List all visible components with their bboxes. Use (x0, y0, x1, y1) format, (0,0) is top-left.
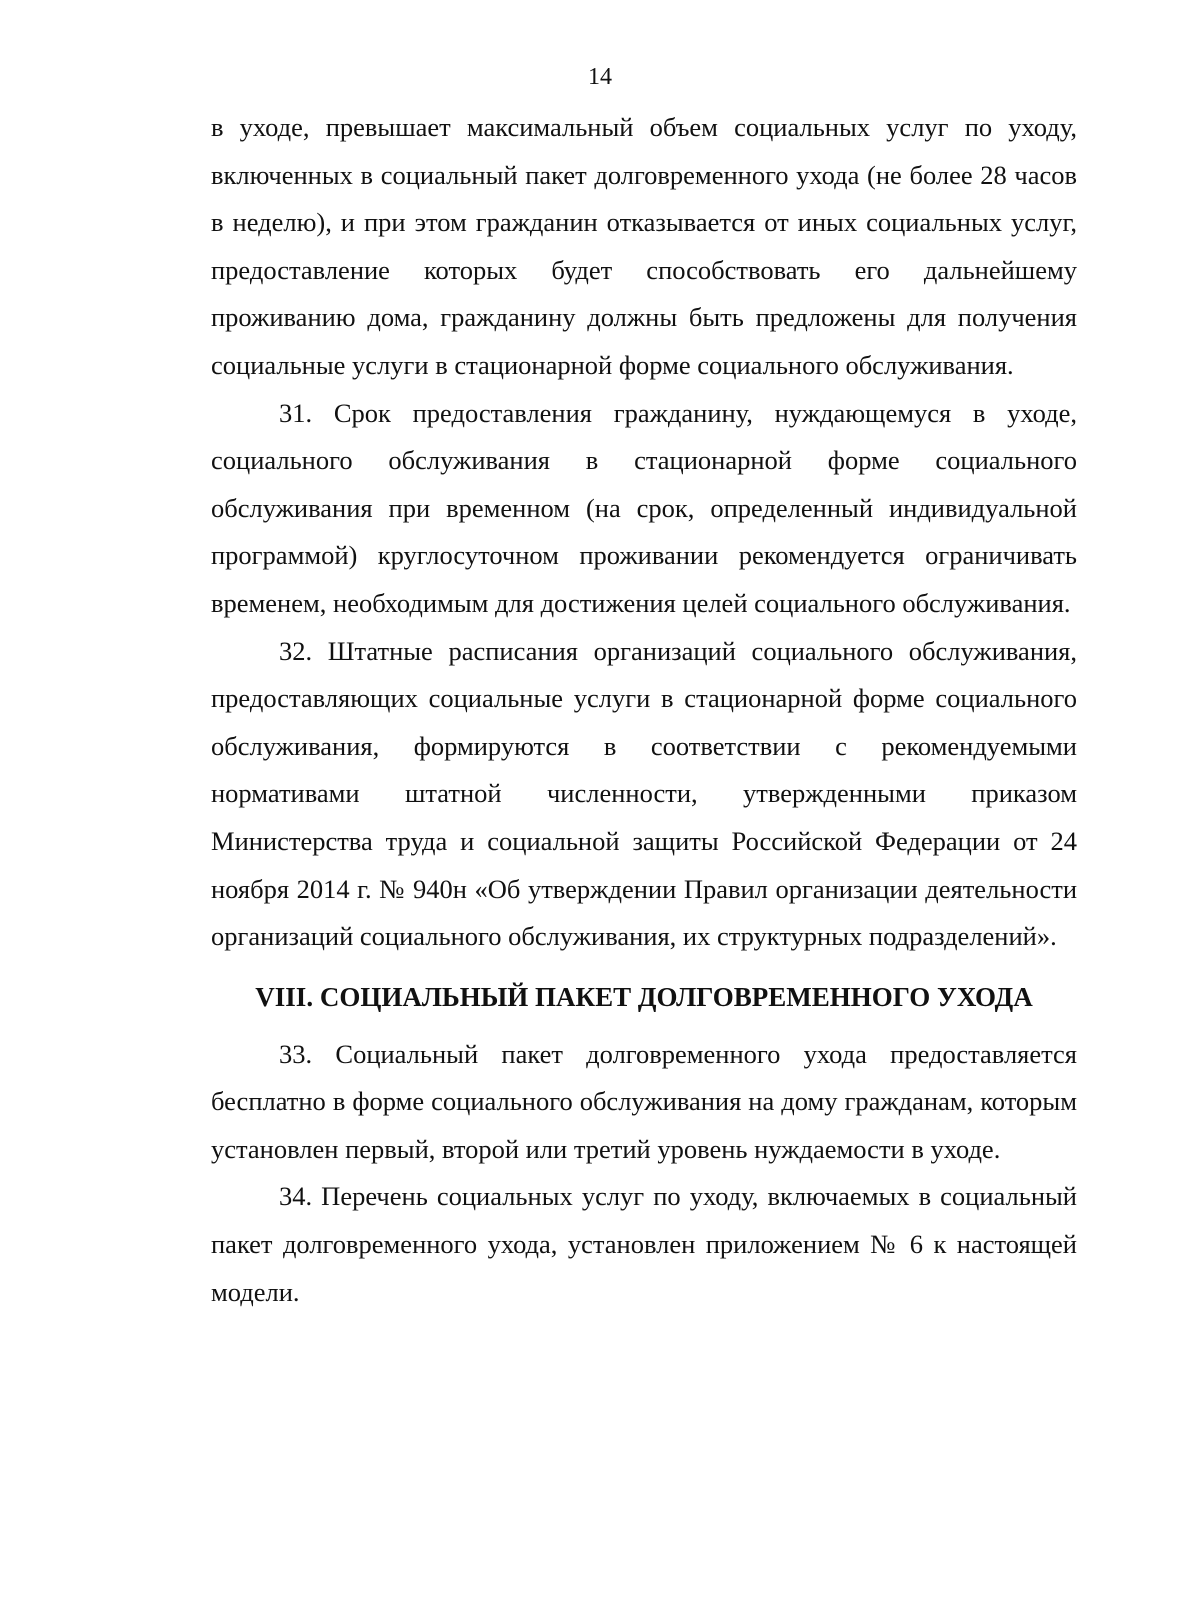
paragraph-30-continuation: в уходе, превышает максимальный объем социальных услуг по уходу, включенных в социальный пакет долговременного ухода (не более 28 часов в неделю), и при этом гражданин отказывается от иных социальных услуг, предоставление которых будет способствовать его дальнейшему проживанию дома, гражданину должны быть предложены для получения социальные услуги в стационарной форме социального обслуживания. (211, 112, 1077, 380)
paragraph-31: 31. Срок предоставления гражданину, нуждающемуся в уходе, социального обслуживания в стационарной форме социального обслуживания при временном (на срок, определенный индивидуальной программой) круглосуточном проживании рекомендуется ограничивать временем, необходимым для достижения целей социального обслуживания. (211, 397, 1077, 618)
paragraph-32: 32. Штатные расписания организаций социального обслуживания, предоставляющих социальные услуги в стационарной форме социального обслуживания, формируются в соответствии с рекомендуемыми нормативами штатной численности, утвержденными приказом Министерства труда и социальной защиты Российской Федерации от 24 ноября 2014 г. № 940н «Об утверждении Правил организации деятельности организаций социального обслуживания, их структурных подразделений». (211, 635, 1077, 952)
document-body (211, 104, 1077, 1316)
paragraph-34: 34. Перечень социальных услуг по уходу, включаемых в социальный пакет долговременного ухода, установлен приложением № 6 к настоящей модели. (211, 1181, 1077, 1307)
page-number: 14 (588, 64, 612, 90)
section-heading-viii: VIII. СОЦИАЛЬНЫЙ ПАКЕТ ДОЛГОВРЕМЕННОГО УХОДА (255, 981, 1033, 1012)
paragraph-33: 33. Социальный пакет долговременного ухода предоставляется бесплатно в форме социального обслуживания на дому гражданам, которым установлен первый, второй или третий уровень нуждаемости в уходе. (211, 1038, 1077, 1164)
